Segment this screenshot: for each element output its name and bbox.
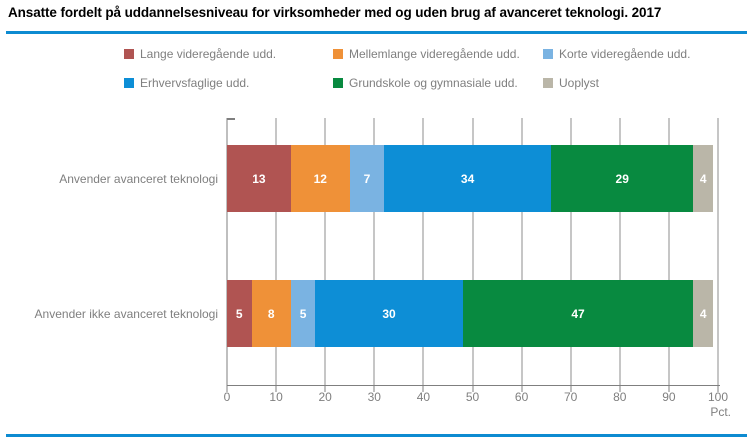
legend-color-swatch — [543, 49, 553, 59]
bar-segment — [252, 280, 291, 347]
legend-color-swatch — [333, 78, 343, 88]
legend-item-4 — [333, 76, 543, 90]
legend-item-1 — [333, 47, 543, 61]
x-axis-tick-label-0: 0 — [223, 390, 231, 404]
segment-value-label: 12 — [313, 171, 327, 186]
category-label-1: Anvender ikke avanceret teknologi — [34, 306, 218, 321]
top-divider — [6, 31, 747, 34]
legend — [124, 47, 690, 90]
legend-color-swatch — [124, 49, 134, 59]
legend-item-0 — [124, 47, 333, 61]
bar-segment — [227, 280, 252, 347]
category-labels — [0, 118, 218, 385]
bar-segment — [291, 280, 316, 347]
x-axis-tick-label-70: 70 — [564, 390, 578, 404]
segment-value-label: 13 — [252, 171, 266, 186]
x-axis-line — [227, 385, 720, 386]
segment-value-label: 47 — [571, 306, 585, 321]
bar-segment — [350, 145, 384, 212]
legend-item-5 — [543, 76, 690, 90]
bar-segment — [693, 145, 713, 212]
legend-label: Mellemlange videregående udd. — [349, 47, 520, 61]
segment-value-label: 8 — [267, 306, 275, 321]
bar-0 — [227, 145, 718, 212]
segment-value-label: 34 — [460, 171, 475, 186]
x-axis-tick-label-60: 60 — [514, 390, 529, 404]
x-axis-tick-label-20: 20 — [318, 390, 332, 404]
x-axis-tick-label-10: 10 — [269, 390, 283, 404]
y-axis-cap — [227, 118, 235, 120]
plot-area — [223, 118, 731, 419]
chart-title: Ansatte fordelt på uddannelsesniveau for virksomheder med og uden brug af avanceret teknologi. 2017 — [8, 5, 662, 20]
segment-value-label: 30 — [382, 306, 396, 321]
bar-1 — [227, 280, 718, 347]
x-axis-tick-label-30: 30 — [367, 390, 381, 404]
bar-segment — [291, 145, 350, 212]
legend-color-swatch — [333, 49, 343, 59]
bar-segment — [551, 145, 693, 212]
segment-value-label: 4 — [699, 171, 707, 186]
bar-segment — [315, 280, 462, 347]
legend-item-3 — [124, 76, 333, 90]
bar-segment — [693, 280, 713, 347]
legend-label: Erhvervsfaglige udd. — [140, 76, 250, 90]
category-label-0: Anvender avanceret teknologi — [59, 171, 218, 186]
x-axis-tick-label-40: 40 — [416, 390, 431, 404]
legend-label: Grundskole og gymnasiale udd. — [349, 76, 518, 90]
bottom-divider — [6, 434, 747, 437]
bar-segment — [227, 145, 291, 212]
segment-value-label: 5 — [235, 306, 243, 321]
legend-color-swatch — [124, 78, 134, 88]
x-axis-tick-label-100: 100 — [707, 390, 729, 404]
x-axis-tick-label-90: 90 — [662, 390, 676, 404]
legend-label: Lange videregående udd. — [140, 47, 277, 61]
x-axis-tick-label-50: 50 — [465, 390, 480, 404]
x-axis-unit-label: Pct. — [710, 405, 731, 419]
bar-segment — [384, 145, 551, 212]
legend-label: Korte videregående udd. — [559, 47, 691, 61]
segment-value-label: 7 — [363, 171, 371, 186]
segment-value-label: 4 — [699, 306, 707, 321]
bar-segment — [463, 280, 694, 347]
legend-color-swatch — [543, 78, 553, 88]
segment-value-label: 29 — [615, 171, 629, 186]
legend-item-2 — [543, 47, 690, 61]
segment-value-label: 5 — [299, 306, 307, 321]
x-axis-tick-label-80: 80 — [613, 390, 627, 404]
legend-label: Uoplyst — [559, 76, 600, 90]
